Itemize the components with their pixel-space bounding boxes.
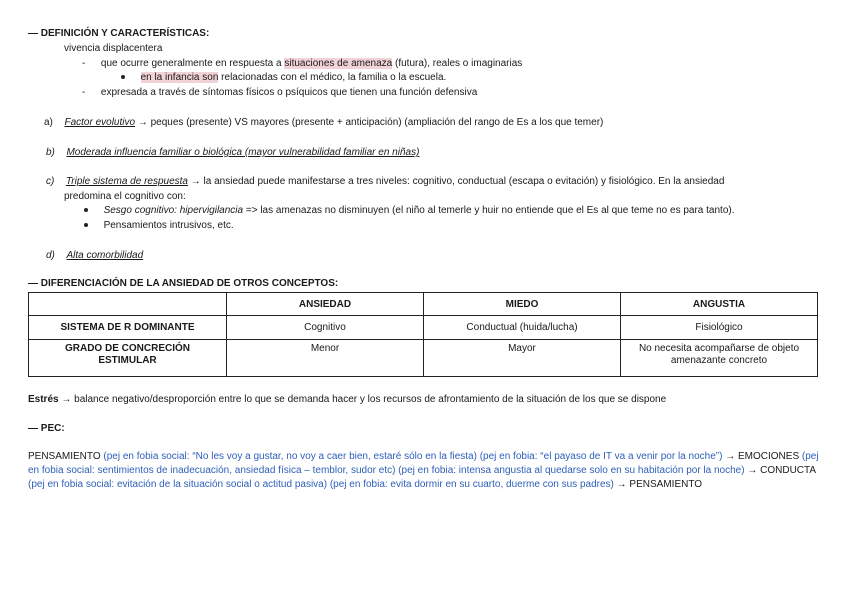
bullet-dot [121, 75, 125, 79]
pec-example-2: (pej en fobia social: sentimientos de inadecuación, ansiedad física – temblor, sudor etc) (pej en fobia: intensa angustia al quedarse solo en su habitación por la noche) [28, 451, 819, 476]
header-cell-miedo: MIEDO [424, 293, 621, 316]
item-c-text: → la ansiedad puede manifestarse a tres niveles: cognitivo, conductual (escapa o evitación) y fisiológico. En la ansiedad [188, 176, 725, 187]
bullet-dot [84, 208, 88, 212]
sub-bullet-infancia [121, 72, 446, 83]
highlight-infancia: en la infancia son [140, 72, 219, 83]
item-b-influencia [46, 147, 419, 158]
table-cell: Fisiológico [621, 316, 818, 340]
dash-item-expresada [82, 87, 477, 98]
row-label-sistema: SISTEMA DE R DOMINANTE [29, 316, 227, 340]
term-influencia: Moderada influencia familiar o biológica (mayor vulnerabilidad familiar en niñas) [66, 147, 420, 158]
dash-text-b: (futura), reales o imaginarias [392, 58, 523, 69]
table-cell: Mayor [424, 340, 621, 377]
dash-text-a: que ocurre generalmente en respuesta a [100, 58, 285, 69]
pec-paragraph [28, 450, 820, 492]
pec-arrow-1: → [725, 451, 736, 462]
pec-example-3: (pej en fobia social: evitación de la situación social o actitud pasiva) (pej en fobia: evita dormir en su cuarto, duerme con sus padres) [28, 479, 617, 490]
table-cell: Menor [227, 340, 424, 377]
table-row [29, 316, 818, 340]
table-cell: No necesita acompañarse de objeto amenazante concreto [621, 340, 818, 377]
table-cell: Cognitivo [227, 316, 424, 340]
item-c-continuation: predomina el cognitivo con: [64, 191, 186, 202]
dash-item-amenaza [82, 58, 522, 69]
bullet-sesgo [84, 205, 735, 216]
marker-c: c) [46, 176, 55, 187]
section-title-diferenciacion: — DIFERENCIACIÓN DE LA ANSIEDAD DE OTROS CONCEPTOS: [28, 278, 339, 289]
bullet-pensamientos [84, 220, 234, 231]
dash-marker: - [82, 87, 86, 98]
term-sesgo: Sesgo cognitivo: hipervigilancia [103, 205, 244, 216]
bullet-dot [84, 223, 88, 227]
header-cell-empty [29, 293, 227, 316]
dash-marker: - [82, 58, 86, 69]
table-header-row [29, 293, 818, 316]
pec-conducta: → CONDUCTA [747, 465, 816, 476]
marker-b: b) [46, 147, 55, 158]
item-a-text: → peques (presente) VS mayores (presente + anticipación) (ampliación del rango de Es a los que temer) [135, 117, 604, 128]
header-cell-angustia: ANGUSTIA [621, 293, 818, 316]
pec-pensamiento: PENSAMIENTO [28, 451, 101, 462]
item-a-factor-evolutivo [44, 117, 603, 128]
marker-d: d) [46, 250, 55, 261]
vivencia-line: vivencia displacentera [64, 43, 163, 54]
estres-text: → balance negativo/desproporción entre lo que se demanda hacer y los recursos de afrontamiento de la situación de los que se dispone [58, 394, 667, 405]
row-label-grado: GRADO DE CONCRECIÓN ESTIMULAR [29, 340, 227, 377]
item-d-comorbilidad [46, 250, 143, 261]
term-comorbilidad: Alta comorbilidad [66, 250, 144, 261]
dash-text: expresada a través de síntomas físicos o psíquicos que tienen una función defensiva [100, 87, 478, 98]
term-estres: Estrés [28, 394, 59, 405]
estres-line [28, 394, 666, 405]
pec-example-1: (pej en fobia social: “No les voy a gustar, no voy a caer bien, estaré sólo en la fiesta) (pej en fobia: “el payaso de IT va a venir por la noche”) [100, 451, 726, 462]
table-cell: Conductual (huida/lucha) [424, 316, 621, 340]
term-factor-evolutivo: Factor evolutivo [64, 117, 136, 128]
sub-bullet-text: relacionadas con el médico, la familia o la escuela. [218, 72, 447, 83]
item-c-triple-sistema [46, 176, 724, 187]
header-cell-ansiedad: ANSIEDAD [227, 293, 424, 316]
table-row [29, 340, 818, 377]
pec-pensamiento-final: → PENSAMIENTO [616, 479, 703, 490]
section-title-definicion: — DEFINICIÓN Y CARACTERÍSTICAS: [28, 28, 210, 39]
bullet-pensamientos-text: Pensamientos intrusivos, etc. [103, 220, 234, 231]
section-title-pec: — PEC: [28, 423, 65, 434]
highlight-amenaza: situaciones de amenaza [284, 58, 393, 69]
bullet-sesgo-text: => las amenazas no disminuyen (el niño al temerle y huir no entiende que el Es al que teme no es para tanto). [243, 205, 735, 216]
pec-emociones: EMOCIONES [738, 451, 800, 462]
marker-a: a) [44, 117, 53, 128]
comparison-table [28, 292, 818, 377]
term-triple-sistema: Triple sistema de respuesta [65, 176, 188, 187]
